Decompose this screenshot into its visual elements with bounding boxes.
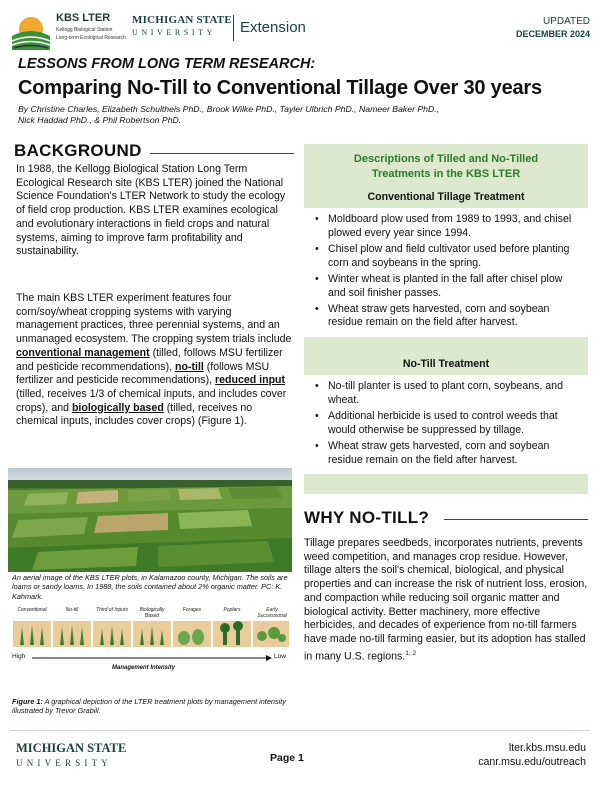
background-heading: BACKGROUND [14,141,142,160]
figure-1-caption-text: A graphical depiction of the LTER treatment plots by management intensity illustrated by Trevor Grabill. [12,697,286,716]
link-lter-kbs[interactable]: lter.kbs.msu.edu [508,742,586,754]
authors-line-1: By Christine Charles, Elizabeth Schultheis PhD., Brook Wilke PhD., Tayler Ulbrich PhD., Nameer Baker PhD., [18,104,440,114]
authors-line-2: Nick Haddad PhD., & Phil Robertson PhD. [18,115,182,125]
kbs-logo-icon [10,10,52,52]
footer-divider [10,730,590,731]
footer-links [478,741,586,769]
treatments-box-title [304,152,588,182]
link-canr-outreach[interactable]: canr.msu.edu/outreach [478,756,586,768]
header [10,8,590,54]
msu-wordmark-line1: MICHIGAN STATE [132,14,232,26]
para2-text-b: (tilled, follows MSU fertilizer and pesticide recommendations), [16,346,283,373]
para2-text-e: (tilled, receives no chemical inputs, includes cover crops) (Figure 1). [16,401,253,428]
authors [18,104,538,126]
list-item: • Additional herbicide is used to control weeds that would otherwise be suppressed by tillage. [328,410,580,437]
intensity-arrow-icon [32,654,272,662]
figure-label-biologically-based: Biologically Based [139,607,165,619]
aerial-photo-image [8,468,292,572]
treatments-box-title-line1: Descriptions of Tilled and No-Tilled [353,153,539,165]
intensity-low-label: Low [274,653,286,660]
series-kicker: LESSONS FROM LONG TERM RESEARCH: [18,56,316,72]
figure-plots-illustration [12,621,290,647]
msu-wordmark-line2: UNIVERSITY [132,28,216,37]
figure-1-caption [12,697,294,716]
why-no-till-refs: 1, 2 [405,649,417,657]
footer-msu-wordmark-line2: UNIVERSITY [16,758,112,768]
why-no-till-paragraph [304,537,590,664]
footer-msu-wordmark-line1[interactable]: MICHIGAN STATE [16,741,127,755]
treatments-box [304,144,588,494]
figure-label-conventional: Conventional [17,607,47,613]
para2-text-a: The main KBS LTER experiment features four corn/soy/wheat cropping systems with varying management practices, three perennial systems, and an unmanaged ecosystem. The cropping system trials include [16,292,292,346]
kbs-logo-name: KBS LTER [56,12,111,24]
updated-date: DECEMBER 2024 [515,29,590,39]
background-paragraph-2 [16,292,296,429]
why-no-till-heading-rule [444,519,588,520]
figure-1-caption-label: Figure 1: [12,697,43,706]
page-number: Page 1 [270,752,304,764]
figure-1 [12,607,290,687]
updated-label: UPDATED [542,16,590,27]
kbs-lter-logo[interactable] [10,8,130,54]
treatments-box-title-line2: Treatments in the KBS LTER [371,168,521,180]
page-title: Comparing No-Till to Conventional Tillage Over 30 years [18,77,542,99]
link-no-till[interactable]: no-till [175,360,204,373]
intensity-high-label: High [12,653,26,660]
figure-label-third-inputs: Third of Inputs [96,607,128,613]
list-item: • Winter wheat is planted in the fall after chisel plow and soil finisher passes. [328,273,580,300]
why-no-till-heading: WHY NO-TILL? [304,508,430,527]
background-paragraph-1: In 1988, the Kellogg Biological Station Long Term Ecological Research site (KBS LTER) joined the National Science Foundation's LTER Network to study the ecology of field crop production. KBS LTER examines ecological and evolutionary interactions in field crops and natural systems, aiming to improve farm profitability and sustainability. [16,163,286,258]
updated-stamp [516,16,590,39]
conventional-tillage-list [304,208,588,337]
kbs-logo-subtitle-2: Long-term Ecological Research [56,35,126,41]
conventional-tillage-heading: Conventional Tillage Treatment [367,191,525,203]
figure-label-no-till: No-till [65,607,79,613]
para2-text-c: (follows MSU fertilizer and pesticide recommendations), [16,360,270,387]
kbs-logo-subtitle: Kellogg Biological Station [56,27,113,33]
extension-wordmark: Extension [240,19,306,36]
why-no-till-text: Tillage prepares seedbeds, incorporates nutrients, prevents weed competition, and manages crop residue. However, tillage alters the soil's chemical, biological, and physical properties and can increase the risk of nutrient loss, erosion, and compaction while reducing soil organic matter and biological activity. Better machinery, more effective herbicides, and decades of experience from no-till farmers have made no-till farming easier, but its adoption has stalled in many U.S. regions. [304,537,588,663]
msu-extension-logo[interactable] [132,14,332,48]
logo-divider [233,15,234,41]
aerial-photo [8,468,292,572]
intensity-axis-title: Management Intensity [112,665,176,671]
list-item: • Chisel plow and field cultivator used before planting corn and soybeans in the spring. [328,243,580,270]
link-conventional-management[interactable]: conventional management [16,346,150,359]
para2-text-d: (tilled, receives 1/3 of chemical inputs, and includes cover crops), and [16,387,287,414]
list-item: • Wheat straw gets harvested, corn and soybean residue remain on the field after harvest. [328,303,580,330]
no-till-list [304,375,588,474]
figure-label-early-successional: Early Successional [257,607,287,619]
list-item: • Moldboard plow used from 1989 to 1993, and chisel plowed every year since 1994. [328,213,580,240]
photo-caption: An aerial image of the KBS LTER plots, in Kalamazoo county, Michigan. The soils are loams or sandy loams. In 1988, the soils contained about 2% organic matter. PC: K. Kahmark. [12,573,288,601]
figure-label-poplars: Poplars [223,607,241,613]
no-till-heading: No-Till Treatment [402,358,490,370]
background-heading-rule [150,153,294,154]
link-reduced-input[interactable]: reduced input [215,374,286,387]
list-item: • Wheat straw gets harvested, corn and soybean residue remain on the field after harvest. [328,440,580,467]
figure-label-forages: Forages [182,607,202,613]
link-biologically-based[interactable]: biologically based [71,401,164,414]
list-item: • No-till planter is used to plant corn, soybeans, and wheat. [328,380,580,407]
